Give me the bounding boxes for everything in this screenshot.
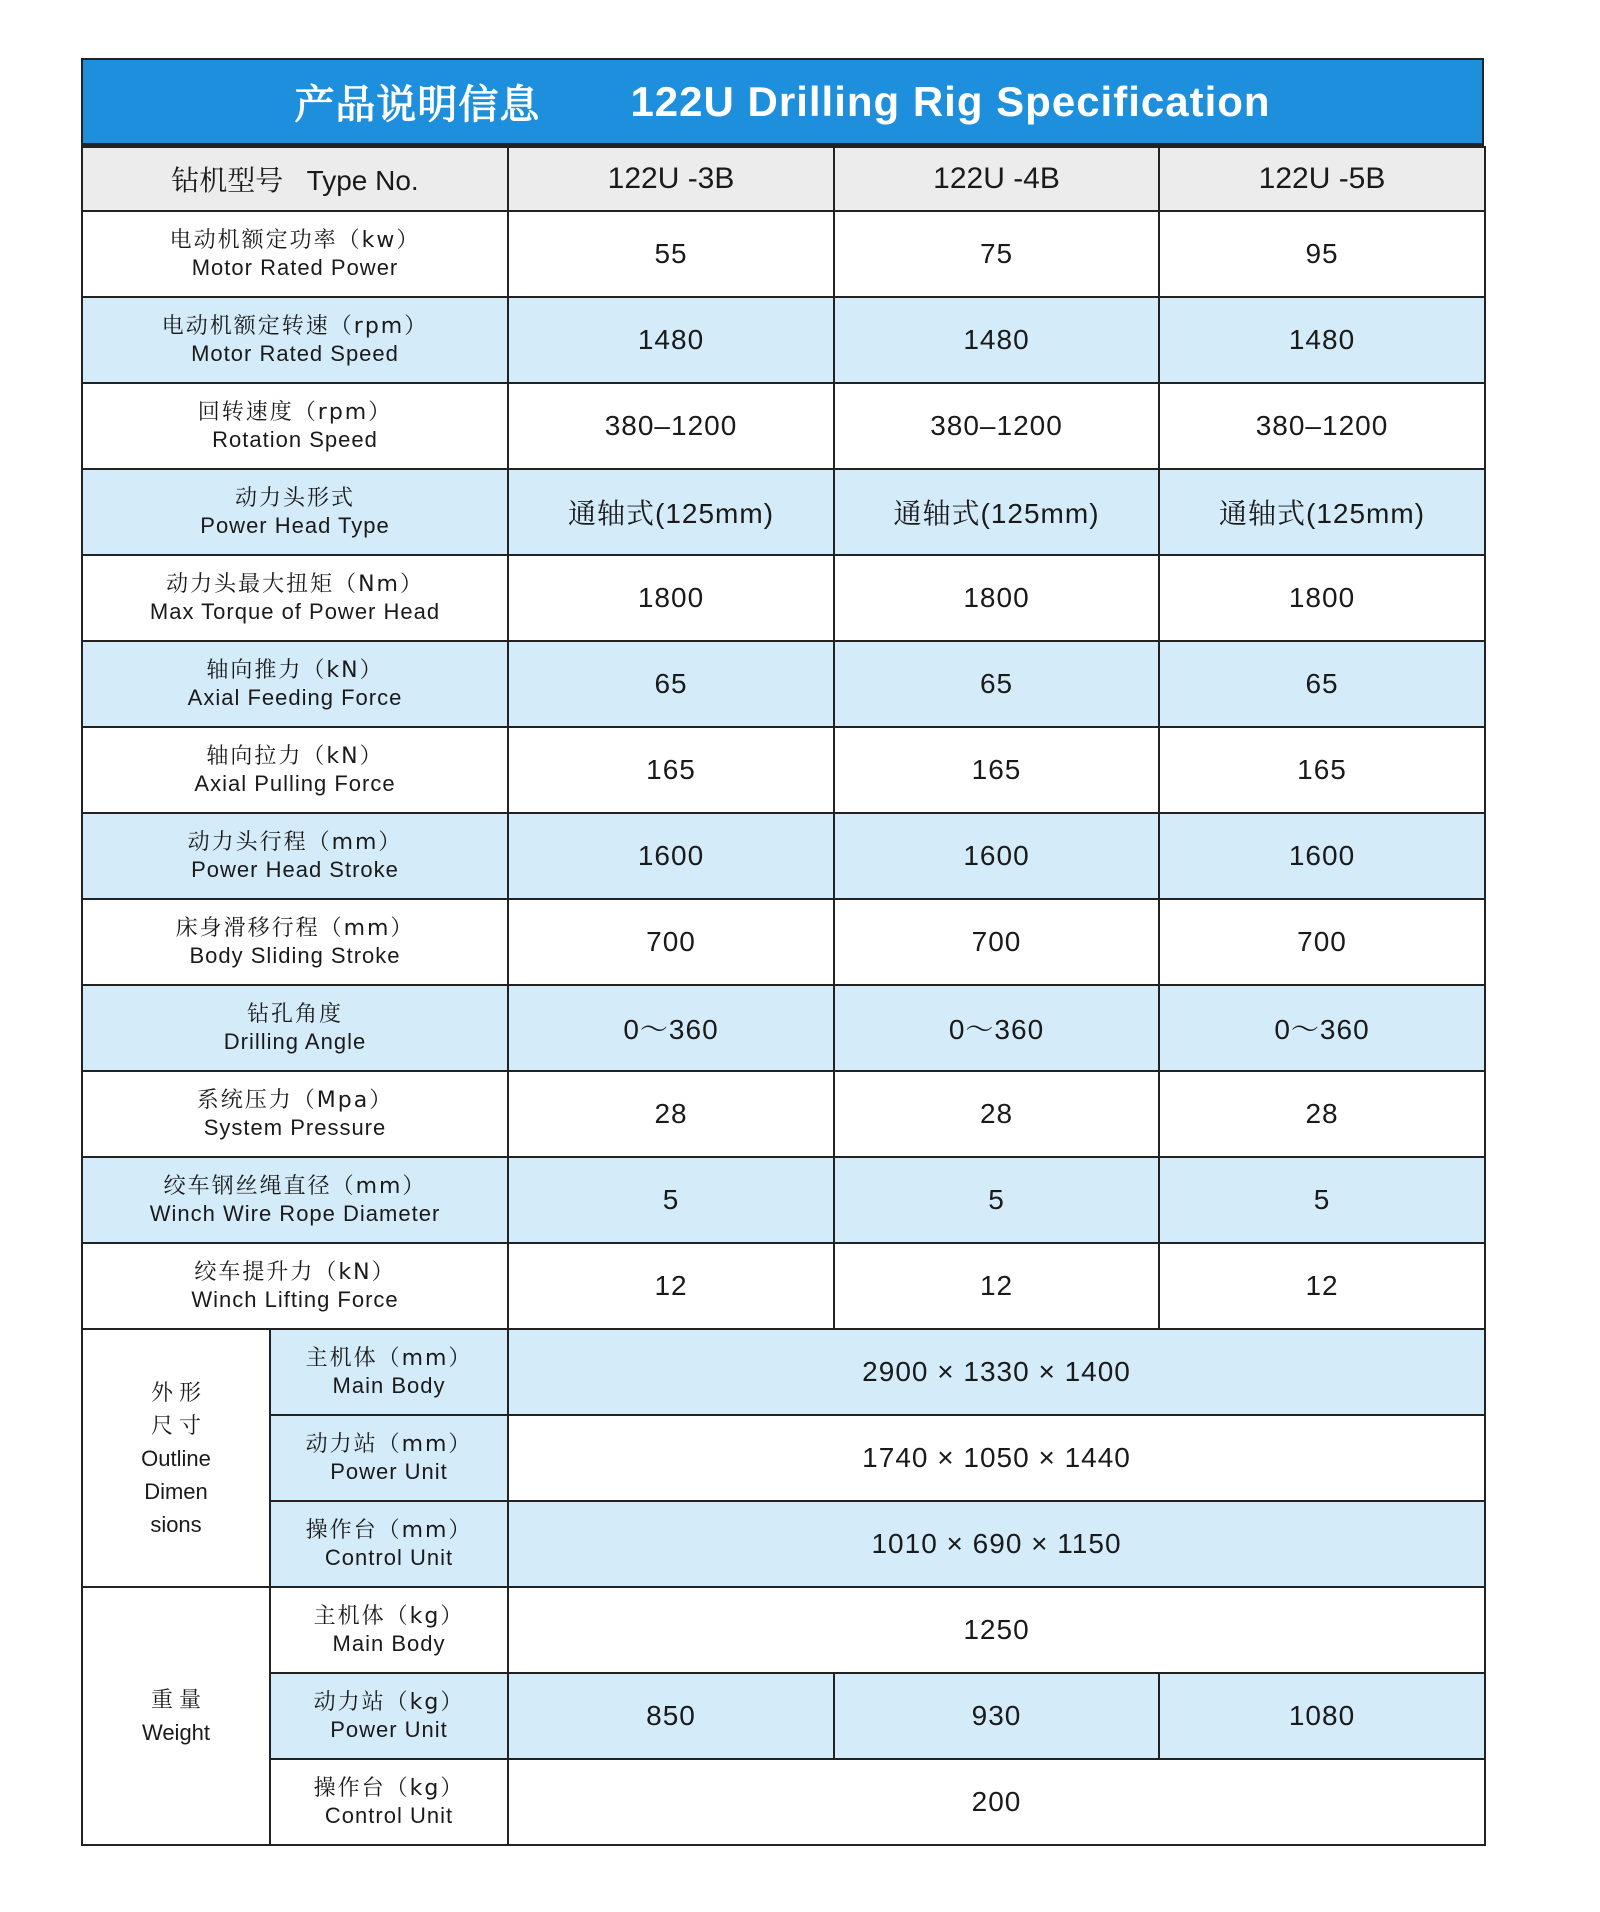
spec-value: 5 [1159,1157,1485,1243]
row-label [82,1243,508,1329]
row-label-en: Rotation Speed [212,427,378,452]
spec-value: 12 [508,1243,834,1329]
row-label [270,1501,508,1587]
model-header: 122U -3B [508,147,834,211]
row-label-cn: 床身滑移行程（mm） [175,915,415,941]
spec-value: 55 [508,211,834,297]
row-label [82,1071,508,1157]
row-label-en: System Pressure [203,1115,387,1140]
weight-value: 1080 [1159,1673,1485,1759]
spec-value: 65 [834,641,1159,727]
row-label-cn: 绞车钢丝绳直径（mm） [163,1173,427,1199]
row-label-cn: 动力头最大扭矩（Nm） [166,571,424,597]
outline-row-control-unit [82,1501,1485,1587]
model-header: 122U -4B [834,147,1159,211]
spec-row [82,899,1485,985]
row-label-en: Motor Rated Power [191,255,399,280]
row-label [82,1157,508,1243]
spec-value: 165 [508,727,834,813]
title-cn: 产品说明信息 [294,82,541,128]
spec-row [82,297,1485,383]
weight-group-label [82,1587,270,1845]
spec-value: 28 [1159,1071,1485,1157]
spec-value: 1480 [508,297,834,383]
spec-value: 1600 [1159,813,1485,899]
spec-value: 95 [1159,211,1485,297]
title-bar [81,58,1484,146]
spec-row [82,555,1485,641]
row-label [82,813,508,899]
weight-group-cn: 重 量 [150,1687,202,1712]
spec-sheet [81,58,1484,1846]
spec-value: 700 [508,899,834,985]
spec-value: 28 [508,1071,834,1157]
row-label-cn: 钻孔角度 [247,1001,344,1027]
row-label [270,1673,508,1759]
row-label-en: Power Unit [330,1459,448,1484]
type-no-header [82,147,508,211]
weight-value: 200 [508,1759,1485,1845]
outline-value: 2900 × 1330 × 1400 [508,1329,1485,1415]
spec-row [82,985,1485,1071]
row-label-cn: 主机体（kg） [313,1603,465,1629]
row-label [82,727,508,813]
weight-value: 1250 [508,1587,1485,1673]
row-label [270,1415,508,1501]
spec-value: 700 [834,899,1159,985]
row-label-cn: 轴向推力（kN） [206,657,384,683]
row-label [270,1759,508,1845]
spec-value: 1800 [834,555,1159,641]
row-label-cn: 系统压力（Mpa） [196,1087,394,1113]
spec-value: 380–1200 [834,383,1159,469]
row-label-en: Control Unit [324,1545,454,1570]
weight-row-power-unit [82,1673,1485,1759]
spec-value: 0～360 [508,985,834,1071]
spec-value: 28 [834,1071,1159,1157]
spec-value: 12 [834,1243,1159,1329]
row-label-cn: 动力站（kg） [313,1689,465,1715]
spec-value: 1600 [508,813,834,899]
spec-value: 380–1200 [1159,383,1485,469]
row-label-en: Power Unit [330,1717,448,1742]
spec-row [82,813,1485,899]
row-label [82,383,508,469]
row-label-en: Main Body [332,1373,446,1398]
spec-value: 通轴式(125mm) [1159,469,1485,555]
row-label [82,899,508,985]
outline-group-en-2: Dimen [144,1478,208,1504]
spec-row [82,641,1485,727]
spec-value: 12 [1159,1243,1485,1329]
spec-value: 0～360 [834,985,1159,1071]
spec-value: 75 [834,211,1159,297]
spec-value: 165 [834,727,1159,813]
type-label-cn: 钻机型号 [171,165,284,196]
spec-value: 65 [508,641,834,727]
row-label-cn: 动力头形式 [235,485,356,511]
spec-value: 1800 [1159,555,1485,641]
row-label-en: Max Torque of Power Head [149,599,441,624]
outline-group-cn-1: 外 形 [150,1379,202,1405]
spec-value: 通轴式(125mm) [508,469,834,555]
spec-row [82,1243,1485,1329]
spec-value: 1480 [834,297,1159,383]
outline-row-main-body [82,1329,1485,1415]
spec-row [82,469,1485,555]
outline-group-cn-2: 尺 寸 [150,1412,202,1438]
spec-value: 65 [1159,641,1485,727]
row-label-en: Power Head Type [200,513,390,538]
outline-value: 1740 × 1050 × 1440 [508,1415,1485,1501]
row-label-en: Axial Pulling Force [194,771,396,796]
row-label-en: Power Head Stroke [191,857,399,882]
row-label [82,297,508,383]
row-label-cn: 操作台（kg） [313,1775,465,1801]
outline-group-label [82,1329,270,1587]
row-label-cn: 回转速度（rpm） [197,399,393,425]
spec-table [81,146,1486,1846]
model-header: 122U -5B [1159,147,1485,211]
row-label [270,1329,508,1415]
row-label-en: Motor Rated Speed [191,341,399,366]
weight-row-control-unit [82,1759,1485,1845]
row-label-cn: 绞车提升力（kN） [194,1259,396,1285]
row-label-cn: 轴向拉力（kN） [206,743,384,769]
row-label-cn: 动力头行程（mm） [187,829,403,855]
row-label-en: Control Unit [324,1803,454,1828]
spec-value: 380–1200 [508,383,834,469]
row-label [82,985,508,1071]
type-label-en: Type No. [306,165,419,196]
weight-row-main-body [82,1587,1485,1673]
row-label-en: Winch Wire Rope Diameter [149,1201,441,1226]
header-row [82,147,1485,211]
row-label-en: Main Body [332,1631,446,1656]
row-label-en: Body Sliding Stroke [189,943,401,968]
spec-value: 1600 [834,813,1159,899]
row-label-cn: 动力站（mm） [305,1431,473,1457]
row-label-en: Axial Feeding Force [187,685,403,710]
outline-row-power-unit [82,1415,1485,1501]
weight-group-en: Weight [141,1720,211,1745]
row-label [82,555,508,641]
spec-value: 通轴式(125mm) [834,469,1159,555]
spec-row [82,383,1485,469]
outline-group-en-3: sions [150,1511,202,1537]
row-label [82,211,508,297]
weight-value: 930 [834,1673,1159,1759]
spec-row [82,727,1485,813]
row-label-en: Drilling Angle [223,1029,367,1054]
row-label-cn: 主机体（mm） [305,1345,473,1371]
weight-value: 850 [508,1673,834,1759]
spec-value: 0～360 [1159,985,1485,1071]
spec-value: 700 [1159,899,1485,985]
spec-row [82,1071,1485,1157]
spec-value: 165 [1159,727,1485,813]
spec-value: 1480 [1159,297,1485,383]
row-label-cn: 电动机额定转速（rpm） [161,313,429,339]
spec-value: 5 [834,1157,1159,1243]
row-label [82,469,508,555]
row-label-en: Winch Lifting Force [191,1287,399,1312]
spec-value: 5 [508,1157,834,1243]
row-label [82,641,508,727]
spec-row [82,211,1485,297]
outline-group-en-1: Outline [141,1445,211,1471]
spec-value: 1800 [508,555,834,641]
row-label [270,1587,508,1673]
outline-value: 1010 × 690 × 1150 [508,1501,1485,1587]
row-label-cn: 操作台（mm） [305,1517,473,1543]
spec-row [82,1157,1485,1243]
title-en: 122U Drilling Rig Specification [630,77,1271,125]
row-label-cn: 电动机额定功率（kw） [169,227,421,253]
